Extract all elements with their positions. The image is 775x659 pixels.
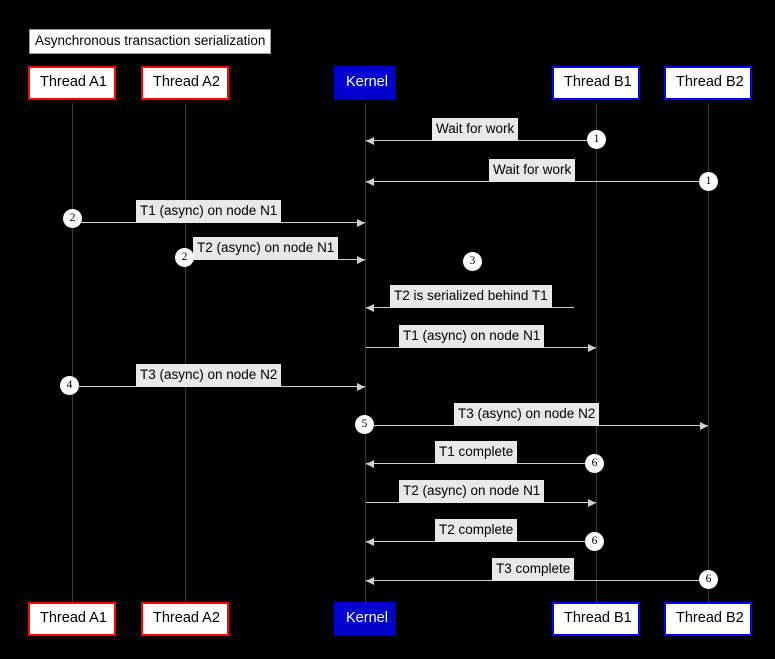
message-arrow-head-1 — [366, 178, 374, 186]
message-arrow-head-11 — [366, 577, 374, 585]
actor-thread-a1-bottom: Thread A1 — [28, 602, 116, 636]
message-label-6: T3 (async) on node N2 — [136, 364, 281, 387]
message-arrow-head-5 — [588, 344, 596, 352]
message-label-0: Wait for work — [432, 118, 518, 141]
message-label-8: T1 complete — [435, 441, 517, 464]
step-note-4-5: 4 — [60, 376, 79, 395]
message-label-11: T3 complete — [492, 558, 574, 581]
step-note-2-3: 2 — [175, 248, 194, 267]
message-arrow-head-0 — [366, 137, 374, 145]
message-arrow-head-9 — [588, 499, 596, 507]
actor-thread-a1-top: Thread A1 — [28, 66, 116, 100]
message-label-3: T2 (async) on node N1 — [193, 237, 338, 260]
message-arrow-head-2 — [357, 219, 365, 227]
lifeline-thread-b1 — [596, 103, 597, 602]
step-note-2-2: 2 — [63, 209, 82, 228]
actor-thread-b1-top: Thread B1 — [552, 66, 640, 100]
message-arrow-head-10 — [366, 538, 374, 546]
step-note-6-7: 6 — [585, 454, 604, 473]
diagram-title: Asynchronous transaction serialization — [29, 29, 271, 54]
actor-thread-b2-top: Thread B2 — [664, 66, 752, 100]
lifeline-thread-a1 — [72, 103, 73, 602]
step-note-1-0: 1 — [587, 130, 606, 149]
message-label-1: Wait for work — [489, 159, 575, 182]
actor-thread-b2-bottom: Thread B2 — [664, 602, 752, 636]
actor-kernel-bottom: Kernel — [334, 602, 396, 636]
message-label-2: T1 (async) on node N1 — [136, 200, 281, 223]
actor-thread-a2-top: Thread A2 — [141, 66, 229, 100]
message-label-7: T3 (async) on node N2 — [454, 403, 599, 426]
message-label-4: T2 is serialized behind T1 — [390, 285, 552, 308]
actor-kernel-top: Kernel — [334, 66, 396, 100]
message-label-9: T2 (async) on node N1 — [399, 480, 544, 503]
step-note-3-4: 3 — [463, 252, 482, 271]
message-arrow-head-3 — [357, 256, 365, 264]
step-note-6-8: 6 — [585, 532, 604, 551]
message-arrow-head-4 — [366, 304, 374, 312]
step-note-5-6: 5 — [355, 415, 374, 434]
message-arrow-head-7 — [700, 422, 708, 430]
message-arrow-head-8 — [366, 460, 374, 468]
step-note-6-9: 6 — [699, 570, 718, 589]
lifeline-thread-a2 — [185, 103, 186, 602]
message-label-10: T2 complete — [435, 519, 517, 542]
actor-thread-a2-bottom: Thread A2 — [141, 602, 229, 636]
message-label-5: T1 (async) on node N1 — [399, 325, 544, 348]
step-note-1-1: 1 — [699, 172, 718, 191]
actor-thread-b1-bottom: Thread B1 — [552, 602, 640, 636]
message-arrow-head-6 — [357, 383, 365, 391]
